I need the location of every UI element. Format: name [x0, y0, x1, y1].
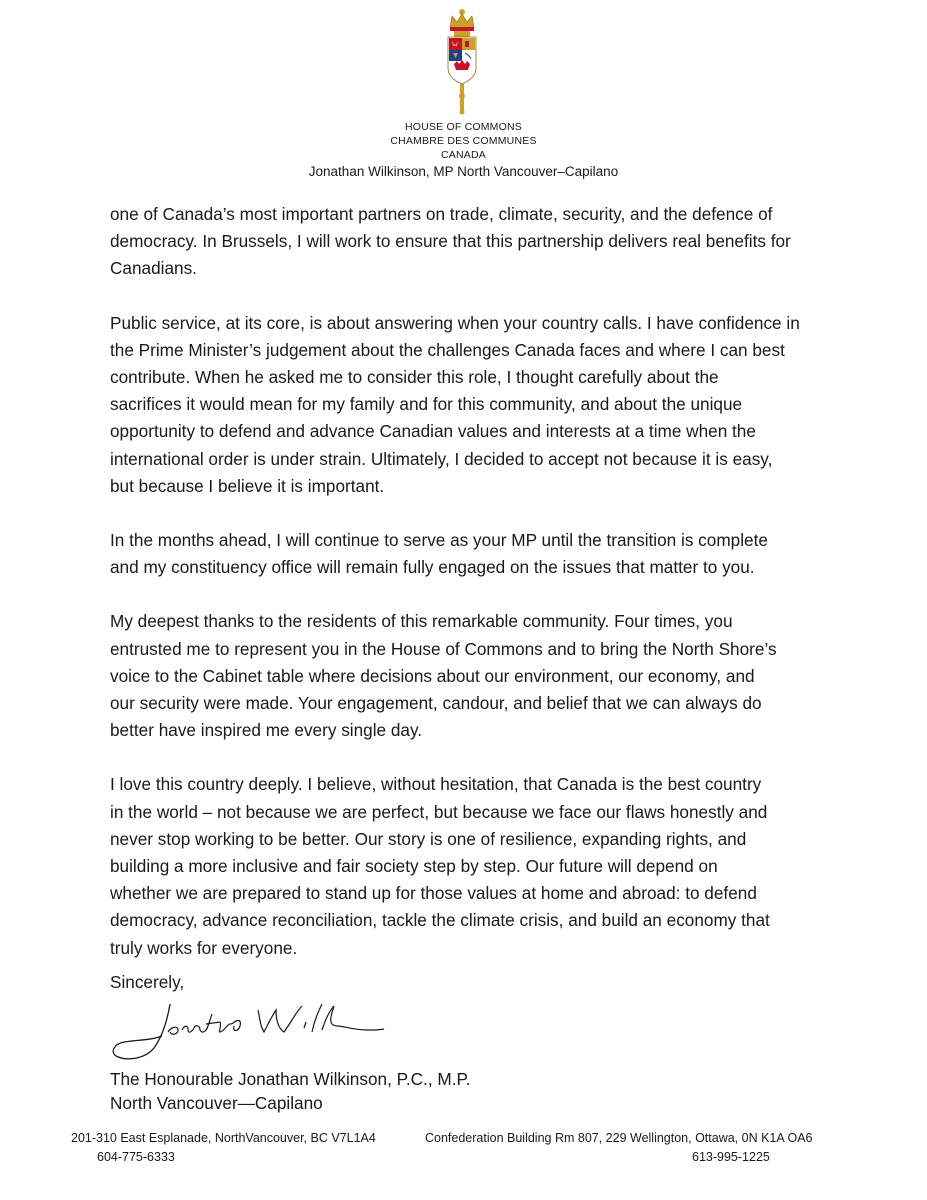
signature-block — [110, 1067, 471, 1115]
text-line: one of Canada’s most important partners on trade, climate, security, and the defence of — [110, 204, 773, 224]
paragraph — [110, 771, 845, 961]
text-line: never stop working to be better. Our story is one of resilience, expanding rights, and — [110, 828, 747, 849]
text-line: better have inspired me every single day. — [110, 720, 423, 741]
text-line: sacrifices it would mean for my family and for this community, and about the unique — [110, 394, 743, 415]
text-line: the Prime Minister’s judgement about the challenges Canada faces and where I can best — [110, 339, 785, 360]
handwritten-signature-icon — [108, 996, 388, 1064]
paragraph — [110, 310, 845, 500]
text-line: In the months ahead, I will continue to serve as your MP until the transition is complete — [110, 530, 768, 551]
ottawa-phone: 613-995-1225 — [692, 1150, 770, 1164]
constituency-phone: 604-775-6333 — [97, 1150, 175, 1164]
text-line: in the world – not because we are perfect, but because we face our flaws honestly and — [110, 801, 768, 822]
text-line: whether we are prepared to stand up for those values at home and abroad: to defend — [110, 883, 757, 904]
text-line: opportunity to defend and advance Canadian values and interests at a time when the — [110, 421, 756, 442]
paragraph — [110, 608, 845, 744]
constituency-address: 201-310 East Esplanade, NorthVancouver, BC V7L1A4 — [71, 1131, 376, 1145]
salutation: Sincerely, — [110, 972, 185, 992]
signatory-name: The Honourable Jonathan Wilkinson, P.C., M.P. — [110, 1069, 471, 1089]
text-line: our security were made. Your engagement, candour, and belief that we can always do — [110, 693, 762, 714]
paragraph — [110, 201, 845, 283]
text-line: contribute. When he asked me to consider this role, I thought carefully about the — [110, 367, 719, 388]
text-line: I love this country deeply. I believe, without hesitation, that Canada is the best country — [110, 774, 762, 795]
signatory-riding: North Vancouver—Capilano — [110, 1093, 323, 1113]
text-line: democracy, advance reconciliation, tackle the climate crisis, and build an economy that — [110, 910, 770, 931]
text-line: voice to the Cabinet table where decisions about our environment, our economy, and — [110, 665, 755, 686]
ottawa-address: Confederation Building Rm 807, 229 Wellington, Ottawa, 0N K1A OA6 — [425, 1131, 813, 1145]
text-line: Public service, at its core, is about answering when your country calls. I have confidence in — [110, 312, 800, 333]
org-name-french: CHAMBRE DES COMMUNES — [390, 135, 537, 147]
paragraph — [110, 527, 845, 581]
org-country: CANADA — [441, 149, 486, 161]
text-line: democracy. In Brussels, I will work to ensure that this partnership delivers real benefits for — [110, 231, 791, 252]
letter-body — [110, 201, 845, 989]
text-line: building a more inclusive and fair society step by step. Our future will depend on — [110, 856, 718, 877]
text-line: Canadians. — [110, 258, 197, 279]
text-line: My deepest thanks to the residents of this remarkable community. Four times, you — [110, 611, 733, 632]
text-line: entrusted me to represent you in the House of Commons and to bring the North Shore’s — [110, 638, 777, 659]
org-name-english: HOUSE OF COMMONS — [405, 121, 522, 133]
text-line: truly works for everyone. — [110, 937, 298, 958]
mp-name-riding: Jonathan Wilkinson, MP North Vancouver–Capilano — [308, 164, 619, 179]
text-line: international order is under strain. Ultimately, I decided to accept not because it is easy, — [110, 448, 773, 469]
text-line: and my constituency office will remain fully engaged on the issues that matter to you. — [110, 557, 755, 578]
text-line: but because I believe it is important. — [110, 475, 385, 496]
house-of-commons-crest-icon — [432, 6, 492, 116]
